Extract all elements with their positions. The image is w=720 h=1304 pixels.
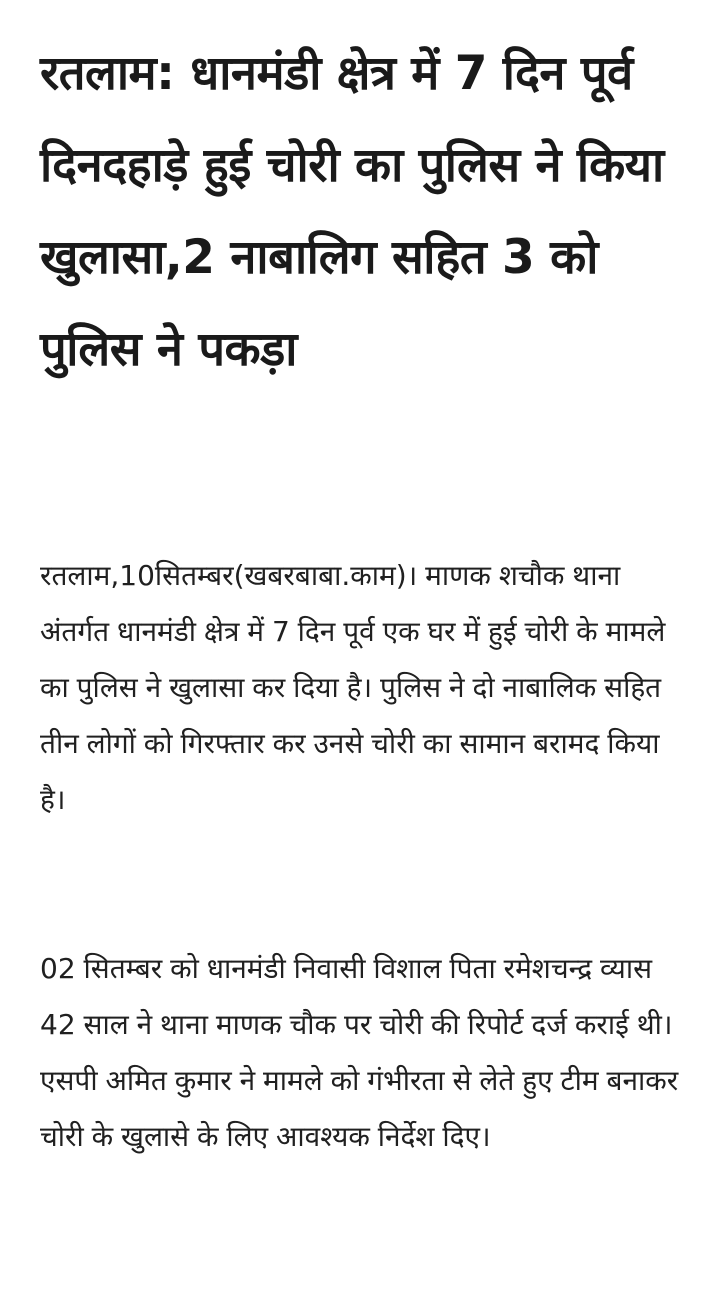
article-paragraph-2: 02 सितम्बर को धानमंडी निवासी विशाल पिता रमेशचन्द्र व्यास 42 साल ने थाना माणक चौक पर चोरी की रिपोर्ट दर्ज कराई थी। एसपी अमित कुमार ने मामले को गंभीरता से लेते हुए टीम बनाकर चोरी के खुलासे के लिए आवश्यक निर्देश दिए। (40, 952, 679, 1153)
article-headline: रतलाम: धानमंडी क्षेत्र में 7 दिन पूर्व दिनदहाड़े हुई चोरी का पुलिस ने किया खुलासा,2 नाबालिग सहित 3 को पुलिस ने पकड़ा (40, 46, 664, 377)
article (40, 28, 690, 1153)
article-paragraph-1: रतलाम,10सितम्बर(खबरबाबा.काम)। माणक शचौक थाना अंतर्गत धानमंडी क्षेत्र में 7 दिन पूर्व एक घर में हुई चोरी के मामले का पुलिस ने खुलासा कर दिया है। पुलिस ने दो नाबालिक सहित तीन लोगों को गिरफ्तार कर उनसे चोरी का सामान बरामद किया है। (40, 559, 666, 816)
